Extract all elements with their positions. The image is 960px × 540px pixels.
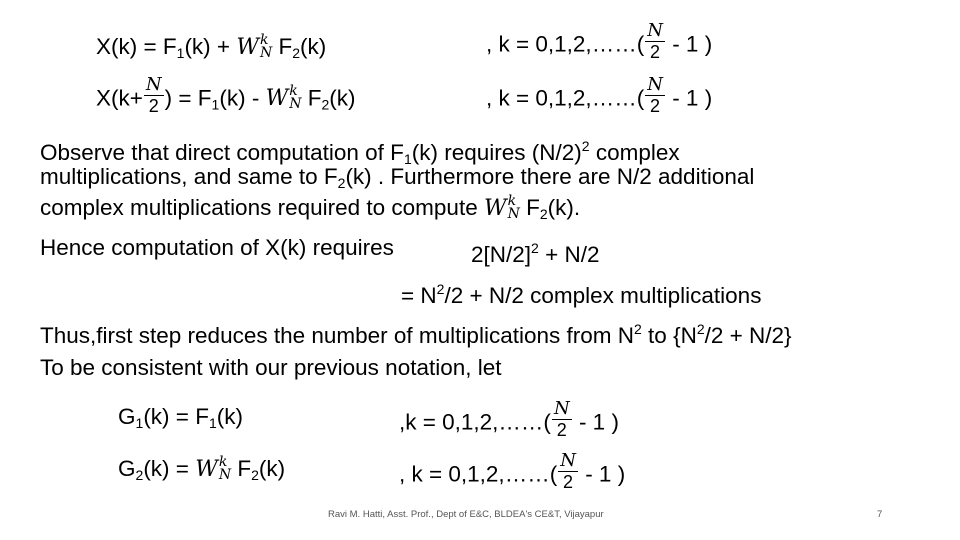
eq1-rhs: F (272, 34, 293, 59)
eq1-range-pre: , k = 0,1,2,……( (486, 31, 645, 57)
fraction: $\frac{N}{2}$ (647, 74, 663, 116)
twiddle-factor: W k N (195, 454, 232, 483)
para1-line1: Observe that direct computation of $F_1(k)$ requires $(N/2)^2$ complex (40, 138, 680, 167)
para4: Thus,first step reduces the number of multiplications from $N^2$ to $\{N^2/2 + N/2\}$ (40, 321, 792, 348)
equation-2-range (486, 74, 713, 119)
equation-2 (96, 74, 356, 119)
fraction: $\frac{N}{2}$ (145, 74, 162, 116)
eq1-lhs: X(k) = F (96, 34, 177, 59)
eq1-end: (k) (300, 34, 327, 59)
fraction: $\frac{N}{2}$ (553, 398, 570, 440)
para2-text: Hence computation of X(k) requires (40, 235, 394, 260)
equation-4-range: , k = 0,1,2,……( $\frac{N}{2}$ - 1 ) (399, 450, 626, 492)
twiddle-factor: W k N (483, 193, 520, 222)
twiddle-factor: W k N (236, 32, 273, 61)
eq1-range-post: - 1 ) (665, 31, 713, 57)
eq2-rhs: F (301, 85, 322, 111)
eq2-lhs-b: ) = F (164, 85, 212, 111)
eq2-mid: (k) - (219, 85, 266, 111)
para5: To be consistent with our previous notation, let (40, 355, 502, 380)
fraction: $\frac{N}{2}$ (647, 20, 663, 62)
eq2-range-post: - 1 ) (665, 85, 713, 111)
para1-line2: multiplications, and same to $F_2(k)$ . Furthermore there are N/2 additional (40, 164, 755, 191)
equation-1 (96, 34, 326, 66)
fraction: $\frac{N}{2}$ (560, 450, 576, 492)
para3: = $N^2/2 + N/2$ complex multiplications (401, 281, 762, 308)
eq2-end: (k) (329, 85, 356, 111)
para2-expression: $2[N/2]^2 + N/2$ (471, 240, 600, 267)
page-number: 7 (877, 509, 883, 520)
equation-3: $G_1(k) = F_1(k)$ (118, 404, 243, 431)
eq1-sub1: 1 (176, 45, 185, 61)
slide-footer: Ravi M. Hatti, Asst. Prof., Dept of E&C, BLDEA's CE&T, Vijayapur (328, 509, 604, 520)
eq2-sub1: 1 (211, 96, 220, 113)
para1-line3: complex multiplications required to compute W k N $F_2(k)$. (40, 193, 581, 222)
eq1-mid: (k) + (184, 34, 237, 59)
para2 (40, 235, 394, 261)
equation-3-range: ,k = 0,1,2,……( $\frac{N}{2}$ - 1 ) (399, 398, 619, 440)
eq2-range-pre: , k = 0,1,2,……( (486, 85, 645, 111)
twiddle-factor: W k N (265, 83, 302, 113)
equation-1-range (486, 20, 713, 65)
eq1-sub2: 2 (292, 45, 300, 61)
equation-4: $G_2(k) = W$ k N $F_2(k)$ (118, 454, 286, 483)
eq2-sub2: 2 (321, 96, 330, 113)
eq2-lhs-a: X(k+ (96, 85, 143, 111)
